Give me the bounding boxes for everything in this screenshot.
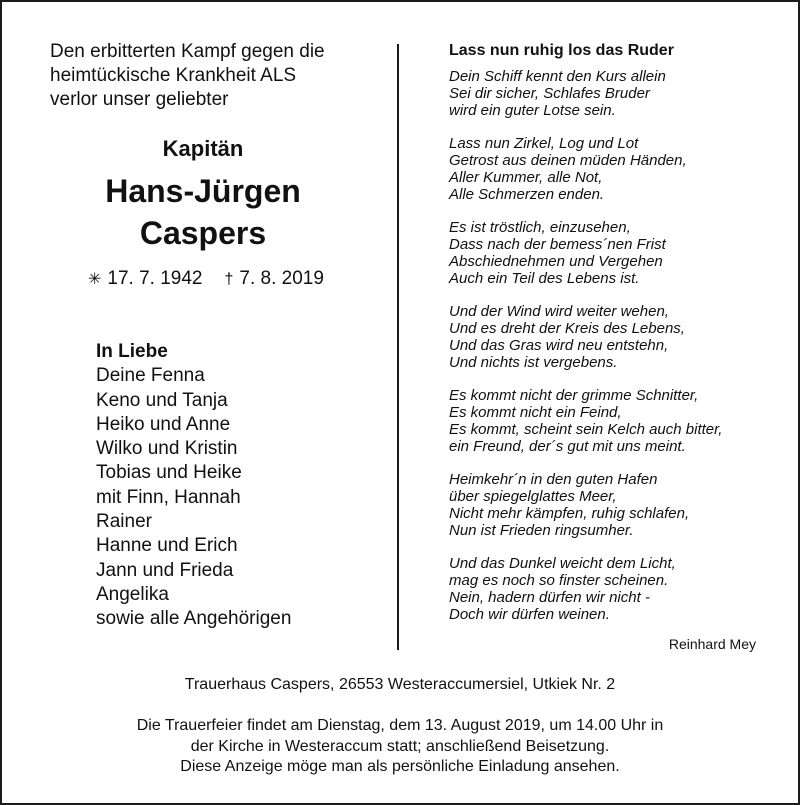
poem-line: Dein Schiff kennt den Kurs allein	[449, 68, 666, 85]
death-date: 7. 8. 2019	[239, 268, 324, 289]
poem-stanza	[449, 555, 769, 623]
poem-line: Nein, hadern dürfen wir nicht -	[449, 589, 650, 606]
poem-stanza	[449, 303, 769, 371]
poem	[449, 40, 769, 639]
mourner-item: mit Finn, Hannah	[96, 486, 241, 508]
poem-line: wird ein guter Lotse sein.	[449, 102, 616, 119]
intro-text	[50, 40, 370, 112]
intro-line: Den erbitterten Kampf gegen die	[50, 41, 325, 62]
poem-line: Heimkehr´n in den guten Hafen	[449, 471, 658, 488]
mourners-heading: In Liebe	[96, 341, 168, 362]
mourner-item: Hanne und Erich	[96, 535, 238, 557]
intro-line: verlor unser geliebter	[50, 89, 229, 110]
poem-line: über spiegelglattes Meer,	[449, 488, 617, 505]
deceased-first-name: Hans-Jürgen	[105, 173, 301, 209]
poem-line: Sei dir sicher, Schlafes Bruder	[449, 85, 650, 102]
notice-line: Diese Anzeige möge man als persönliche Einladung ansehen.	[180, 758, 620, 775]
poem-title: Lass nun ruhig los das Ruder	[449, 42, 674, 59]
poem-line: Nicht mehr kämpfen, ruhig schlafen,	[449, 505, 690, 522]
poem-stanza	[449, 219, 769, 287]
poem-stanza	[449, 135, 769, 203]
poem-line: Aller Kummer, alle Not,	[449, 169, 603, 186]
death-cross-icon: †	[224, 271, 234, 288]
intro-line: heimtückische Krankheit ALS	[50, 65, 297, 86]
notice-line: Die Trauerfeier findet am Dienstag, dem 13. August 2019, um 14.00 Uhr in	[136, 717, 664, 734]
mourner-item: Heiko und Anne	[96, 413, 231, 435]
poem-stanza	[449, 68, 769, 119]
poem-line: Doch wir dürfen weinen.	[449, 606, 610, 623]
mourner-item: Angelika	[96, 583, 169, 605]
mourners-list	[96, 340, 291, 632]
birth-date: 17. 7. 1942	[107, 268, 203, 289]
mourner-item: Tobias und Heike	[96, 462, 242, 484]
column-divider	[397, 44, 399, 650]
poem-line: mag es noch so finster scheinen.	[449, 572, 669, 589]
mourner-item: sowie alle Angehörigen	[96, 608, 292, 630]
poem-line: Dass nach der bemess´nen Frist	[449, 236, 666, 253]
funeral-notice	[0, 716, 800, 778]
poem-line: Es ist tröstlich, einzusehen,	[449, 219, 631, 236]
mourning-house-address: Trauerhaus Caspers, 26553 Westeraccumersiel, Utkiek Nr. 2	[184, 676, 616, 693]
poem-line: Und der Wind wird weiter wehen,	[449, 303, 669, 320]
deceased-last-name: Caspers	[139, 215, 267, 251]
notice-line: der Kirche in Westeraccum statt; anschließend Beisetzung.	[190, 737, 610, 755]
poem-line: Es kommt nicht ein Feind,	[449, 404, 622, 421]
deceased-name	[50, 170, 356, 254]
poem-line: Alle Schmerzen enden.	[449, 186, 605, 203]
mourner-item: Jann und Frieda	[96, 559, 234, 581]
poem-line: Und das Gras wird neu entstehn,	[449, 337, 669, 354]
poem-line: ein Freund, der´s gut mit uns meint.	[449, 438, 686, 455]
poem-stanza	[449, 471, 769, 539]
poem-line: Und das Dunkel weicht dem Licht,	[449, 555, 676, 572]
deceased-rank: Kapitän	[162, 136, 244, 161]
poem-stanza	[449, 387, 769, 455]
poem-line: Nun ist Frieden ringsumher.	[449, 522, 634, 539]
poem-line: Es kommt nicht der grimme Schnitter,	[449, 387, 699, 404]
mourner-item: Wilko und Kristin	[96, 438, 238, 460]
poem-line: Abschiednehmen und Vergehen	[449, 253, 663, 270]
life-dates	[88, 268, 324, 290]
poem-line: Und nichts ist vergebens.	[449, 354, 618, 371]
poem-line: Und es dreht der Kreis des Lebens,	[449, 320, 685, 337]
poem-line: Auch ein Teil des Lebens ist.	[449, 270, 640, 287]
mourner-item: Rainer	[96, 511, 152, 533]
poem-line: Getrost aus deinen müden Händen,	[449, 152, 687, 169]
mourner-item: Deine Fenna	[96, 365, 205, 387]
mourner-item: Keno und Tanja	[96, 389, 228, 411]
birth-star-icon: ✳	[88, 271, 102, 288]
poem-author: Reinhard Mey	[668, 636, 756, 652]
poem-line: Es kommt, scheint sein Kelch auch bitter,	[449, 421, 723, 438]
poem-line: Lass nun Zirkel, Log und Lot	[449, 135, 639, 152]
